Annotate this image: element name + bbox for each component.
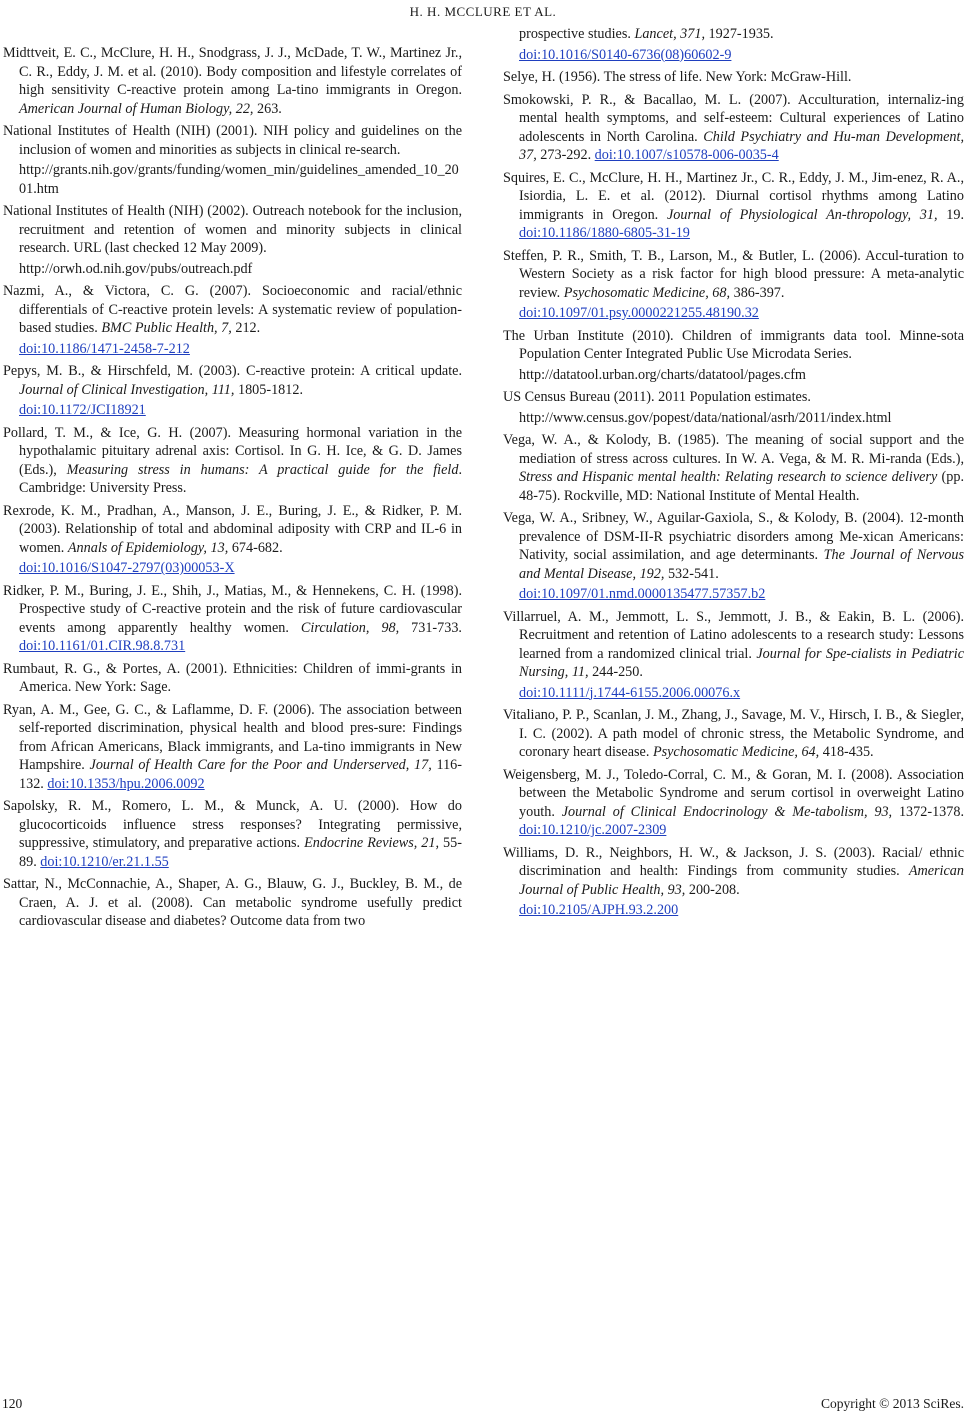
running-head: H. H. MCCLURE ET AL. [409, 4, 557, 19]
doi-link[interactable]: doi:10.1186/1471-2458-7-212 [19, 340, 190, 357]
reference-source-title: Journal of Physiological An-thropology, 31, [666, 206, 938, 223]
reference-entry [3, 362, 462, 420]
reference-entry [503, 247, 964, 323]
reference-entry [3, 282, 462, 358]
reference-text: Ridker, P. M., Buring, J. E., Shih, J., Matias, M., & Hennekens, C. H. (1998). Prospective study of C-reactive protein and the risk of future cardiovascular events among apparently healthy women. [3, 582, 462, 636]
reference-url: http://orwh.od.nih.gov/pubs/outreach.pdf [19, 260, 253, 277]
reference-source-title: Psychosomatic Medicine, 64, [652, 744, 820, 760]
reference-text: Smokowski, P. R., & Bacallao, M. L. (2007). Acculturation, internaliz-ing mental health symptoms, and self-esteem: Cultural experiences of Latino adolescents in North Carolina. [503, 91, 964, 145]
reference-entry [503, 327, 964, 385]
reference-source-title: Endocrine Reviews, 21, [304, 835, 440, 851]
reference-pages: 386-397. [730, 284, 785, 301]
page-number: 120 [2, 1396, 23, 1411]
reference-text: Nazmi, A., & Victora, C. G. (2007). Socioeconomic and racial/ethnic differentials of C-reactive protein levels: A systematic review of population-based studies. [3, 283, 462, 336]
reference-source-title: Journal of Clinical Investigation, 111, [19, 381, 235, 398]
reference-text: Sattar, N., McConnachie, A., Shaper, A. G., Blauw, G. J., Buckley, B. M., de Craen, A. J. et al. (2008). Can metabolic syndrome usefully predict cardiovascular disease and diabetes? Outcome data from two [3, 876, 462, 929]
reference-entry [503, 608, 964, 703]
reference-pages: . Cambridge: University Press. [19, 461, 462, 496]
reference-text: The Urban Institute (2010). Children of immigrants data tool. Minne-sota Population Center Integrated Public Use Microdata Series. [503, 327, 964, 362]
reference-text: Selye, H. (1956). The stress of life. New York: McGraw-Hill. [503, 69, 852, 85]
reference-entry [503, 169, 964, 243]
doi-line [19, 401, 462, 420]
reference-source-title: Child Psychiatry and Hu-man Development, 37, [519, 128, 964, 163]
reference-pages: 418-435. [819, 744, 874, 760]
reference-text: Villarruel, A. M., Jemmott, L. S., Jemmott, J. B., & Eakin, B. L. (2006). Recruitment and retention of Latino adolescents to a research study: Lessons learned from a randomized clinical trial. [503, 608, 964, 662]
reference-entry [3, 875, 462, 931]
reference-pages: 674-682. [228, 539, 283, 556]
doi-link[interactable]: doi:10.1161/01.CIR.98.8.731 [19, 638, 186, 654]
reference-source-title: American Journal of Human Biology, 22, [19, 100, 254, 117]
reference-url: http://datatool.urban.org/charts/datatool/pages.cfm [519, 366, 806, 383]
doi-link[interactable]: doi:10.2105/AJPH.93.2.200 [519, 902, 679, 918]
reference-entry [3, 502, 462, 578]
doi-line [519, 46, 964, 65]
reference-text: Rumbaut, R. G., & Portes, A. (2001). Ethnicities: Children of immi-grants in America. New York: Sage. [3, 660, 462, 695]
reference-entry [503, 91, 964, 165]
doi-link[interactable]: doi:10.1097/01.psy.0000221255.48190.32 [519, 305, 759, 321]
reference-entry [503, 431, 964, 505]
reference-text: Vega, W. A., Sribney, W., Aguilar-Gaxiola, S., & Kolody, B. (2004). 12-month prevalence of DSM-II-R psychiatric disorders among Me-xican Americans: Nativity, social assimilation, and age determinants. [503, 510, 964, 563]
doi-link[interactable]: doi:10.1097/01.nmd.0000135477.57357.b2 [519, 586, 766, 602]
reference-text: Squires, E. C., McClure, H. H., Martinez Jr., C. R., Eddy, J. M., Jim-enez, R. A., Isiordia, L. E. et al. (2012). Diurnal cortisol rhythms among Latino immigrants in Oregon. [503, 169, 964, 223]
reference-text: Rexrode, K. M., Pradhan, A., Manson, J. E., Buring, J. E., & Ridker, P. M. (2003). Relationship of total and abdominal adiposity with CRP and IL-6 in women. [3, 502, 462, 556]
reference-pages: (pp. 48-75). Rockville, MD: National Institute of Mental Health. [519, 469, 964, 504]
reference-source-title: Stress and Hispanic mental health: Relating research to science delivery [519, 469, 938, 485]
doi-line [19, 340, 462, 359]
reference-source-title: Journal of Clinical Endocrinology & Me-tabolism, 93, [561, 803, 893, 820]
reference-entry [3, 660, 462, 697]
reference-entry [3, 797, 462, 871]
reference-entry [503, 509, 964, 604]
doi-link[interactable]: doi:10.1210/er.21.1.55 [40, 853, 169, 870]
reference-pages: 244-250. [588, 664, 643, 680]
reference-source-title: BMC Public Health, 7, [101, 320, 232, 336]
doi-link[interactable]: doi:10.1111/j.1744-6155.2006.00076.x [519, 684, 741, 701]
reference-pages: 116-132. [19, 757, 462, 792]
doi-link[interactable]: doi:10.1007/s10578-006-0035-4 [594, 147, 779, 163]
reference-text: Ryan, A. M., Gee, G. C., & Laflamme, D. F. (2006). The association between self-reported discrimination, physical health and blood pres-sure: Findings from African Americans, Black immigrants, and La-tino immigrants in New Hampshire. [3, 701, 462, 773]
reference-pages: 200-208. [685, 881, 740, 898]
copyright-notice: Copyright © 2013 SciRes. [820, 1396, 964, 1411]
references-left-column [3, 44, 462, 935]
reference-url: http://www.census.gov/popest/data/national/asrh/2011/index.html [519, 409, 892, 426]
reference-url: http://grants.nih.gov/grants/funding/women_min/guidelines_amended_10_2001.htm [19, 162, 459, 197]
doi-line [519, 901, 964, 920]
reference-text: Williams, D. R., Neighbors, H. W., & Jackson, J. S. (2003). Racial/ ethnic discrimination and health: Findings from community studies. [503, 844, 964, 879]
reference-entry [503, 388, 964, 427]
reference-source-title: The Journal of Nervous and Mental Disease, 192, [519, 547, 964, 582]
reference-entry [503, 68, 964, 87]
reference-pages: 273-292. [536, 147, 595, 163]
reference-text: National Institutes of Health (NIH) (2001). NIH policy and guidelines on the inclusion of women and minorities as subjects in clinical re-search. [3, 123, 462, 158]
reference-source-title: Circulation, 98, [300, 619, 400, 636]
reference-source-title: Annals of Epidemiology, 13, [67, 539, 229, 556]
reference-pages: 19. [937, 206, 964, 223]
reference-text: Sapolsky, R. M., Romero, L. M., & Munck, A. U. (2000). How do glucocorticoids influence stress responses? Integrating permissive, suppressive, stimulatory, and preparative actions. [3, 798, 462, 851]
doi-link[interactable]: doi:10.1016/S0140-6736(08)60602-9 [519, 46, 732, 63]
reference-pages: 1805-1812. [234, 381, 303, 398]
reference-entry [3, 582, 462, 656]
reference-entry [3, 44, 462, 118]
reference-text: prospective studies. [519, 26, 635, 42]
reference-entry [503, 766, 964, 840]
reference-text: National Institutes of Health (NIH) (2002). Outreach notebook for the inclusion, recruitment and retention of women and minority subjects in clinical research. URL (last checked 12 May 2009). [3, 203, 462, 256]
reference-pages: 1927-1935. [705, 26, 774, 42]
reference-entry [503, 25, 964, 64]
reference-entry [503, 706, 964, 762]
doi-line [519, 585, 964, 604]
doi-link[interactable]: doi:10.1172/JCI18921 [19, 402, 146, 418]
reference-text: Pollard, T. M., & Ice, G. H. (2007). Measuring hormonal variation in the hypothalamic pituitary adrenal axis: Cortisol. In G. H. Ice, & G. D. James (Eds.), [3, 424, 462, 478]
reference-pages: 263. [253, 100, 282, 117]
doi-link[interactable]: doi:10.1210/jc.2007-2309 [519, 822, 667, 838]
reference-text: Pepys, M. B., & Hirschfeld, M. (2003). C-reactive protein: A critical update. [3, 363, 462, 379]
reference-source-title: Psychosomatic Medicine, 68, [563, 284, 731, 301]
reference-text: US Census Bureau (2011). 2011 Population estimates. [503, 389, 811, 405]
reference-pages: 1372-1378. [892, 803, 964, 820]
reference-source-title: Journal for Spe-cialists in Pediatric Nursing, 11, [519, 645, 965, 680]
reference-entry [3, 424, 462, 498]
reference-text: Midttveit, E. C., McClure, H. H., Snodgrass, J. J., McDade, T. W., Martinez Jr., C. R., Eddy, J. M. et al. (2010). Body composition and lifestyle correlates of high sensitivity C-reactive protein among La-tino immigrants in Oregon. [3, 45, 462, 98]
reference-source-title: Journal of Health Care for the Poor and Underserved, 17, [89, 757, 432, 773]
references-right-column [503, 25, 964, 924]
doi-link[interactable]: doi:10.1353/hpu.2006.0092 [47, 775, 205, 792]
doi-link[interactable]: doi:10.1186/1880-6805-31-19 [519, 225, 690, 241]
reference-pages: 212. [231, 320, 261, 336]
reference-text: Vitaliano, P. P., Scanlan, J. M., Zhang, J., Savage, M. V., Hirsch, I. B., & Siegler, I. C. (2002). A path model of chronic stress, the Metabolic Syndrome, and coronary heart disease. [503, 707, 964, 760]
doi-line [519, 684, 964, 703]
reference-entry [3, 701, 462, 794]
reference-text: Vega, W. A., & Kolody, B. (1985). The meaning of social support and the mediation of stress across cultures. In W. A. Vega, & M. R. Mi-randa (Eds.), [503, 432, 964, 467]
reference-source-title: Measuring stress in humans: A practical guide for the field [66, 461, 459, 478]
doi-line [519, 304, 964, 323]
doi-line [19, 559, 462, 578]
reference-pages: 731-733. [399, 619, 462, 636]
reference-pages: 532-541. [664, 565, 719, 582]
reference-text: Weigensberg, M. J., Toledo-Corral, C. M., & Goran, M. I. (2008). Association between the Metabolic Syndrome and serum cortisol in overweight Latino youth. [503, 766, 964, 820]
reference-pages: 55-89. [19, 835, 462, 870]
reference-source-title: Lancet, 371, [634, 26, 705, 42]
reference-entry [3, 202, 462, 278]
reference-source-title: American Journal of Public Health, 93, [519, 863, 964, 898]
reference-entry [503, 844, 964, 920]
reference-entry [3, 122, 462, 198]
doi-link[interactable]: doi:10.1016/S1047-2797(03)00053-X [19, 560, 235, 576]
reference-text: Steffen, P. R., Smith, T. B., Larson, M., & Butler, L. (2006). Accul-turation to Western Society as a risk factor for high blood pressure: A meta-analytic review. [503, 247, 964, 301]
